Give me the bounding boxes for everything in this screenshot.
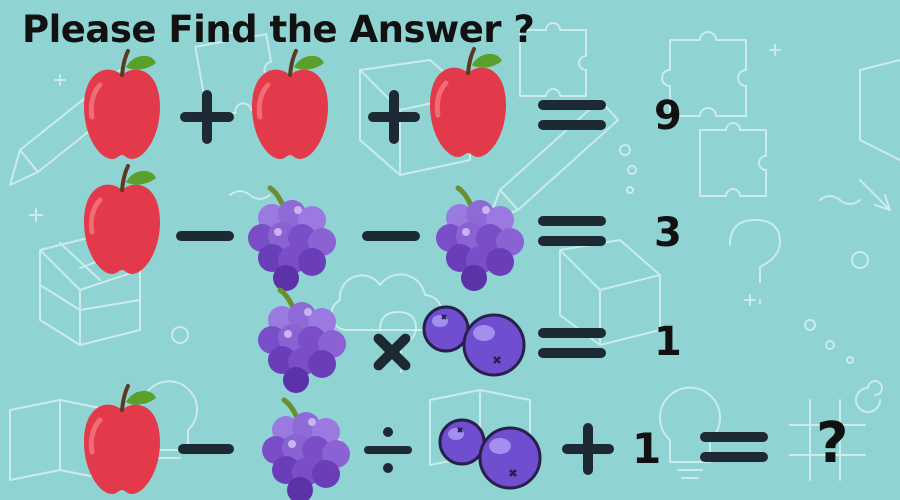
times-icon bbox=[358, 318, 426, 386]
blueberries-icon bbox=[424, 307, 524, 375]
apple-icon bbox=[84, 386, 160, 494]
divide-icon bbox=[364, 427, 412, 473]
answer-question-mark: ? bbox=[816, 411, 849, 476]
grapes-icon bbox=[436, 188, 524, 291]
row-3-result: 1 bbox=[654, 319, 682, 365]
blueberries-icon bbox=[440, 420, 540, 488]
row-4-constant: 1 bbox=[632, 424, 662, 473]
apple-icon bbox=[84, 166, 160, 274]
apple-icon bbox=[84, 51, 160, 159]
minus-icon bbox=[178, 444, 234, 454]
equals-icon bbox=[538, 216, 606, 246]
plus-icon bbox=[368, 90, 420, 144]
row-1-result: 9 bbox=[654, 93, 682, 139]
apple-icon bbox=[430, 49, 506, 157]
row-2-result: 3 bbox=[654, 210, 682, 256]
minus-icon bbox=[176, 231, 234, 241]
grapes-icon bbox=[262, 400, 350, 500]
minus-icon bbox=[362, 231, 420, 241]
plus-icon bbox=[562, 423, 614, 475]
plus-icon bbox=[180, 90, 234, 144]
equals-icon bbox=[538, 100, 606, 130]
apple-icon bbox=[252, 51, 328, 159]
equals-icon bbox=[700, 432, 768, 462]
grapes-icon bbox=[248, 188, 336, 291]
equals-icon bbox=[538, 328, 606, 358]
page-title: Please Find the Answer ? bbox=[22, 8, 535, 51]
grapes-icon bbox=[258, 290, 346, 393]
